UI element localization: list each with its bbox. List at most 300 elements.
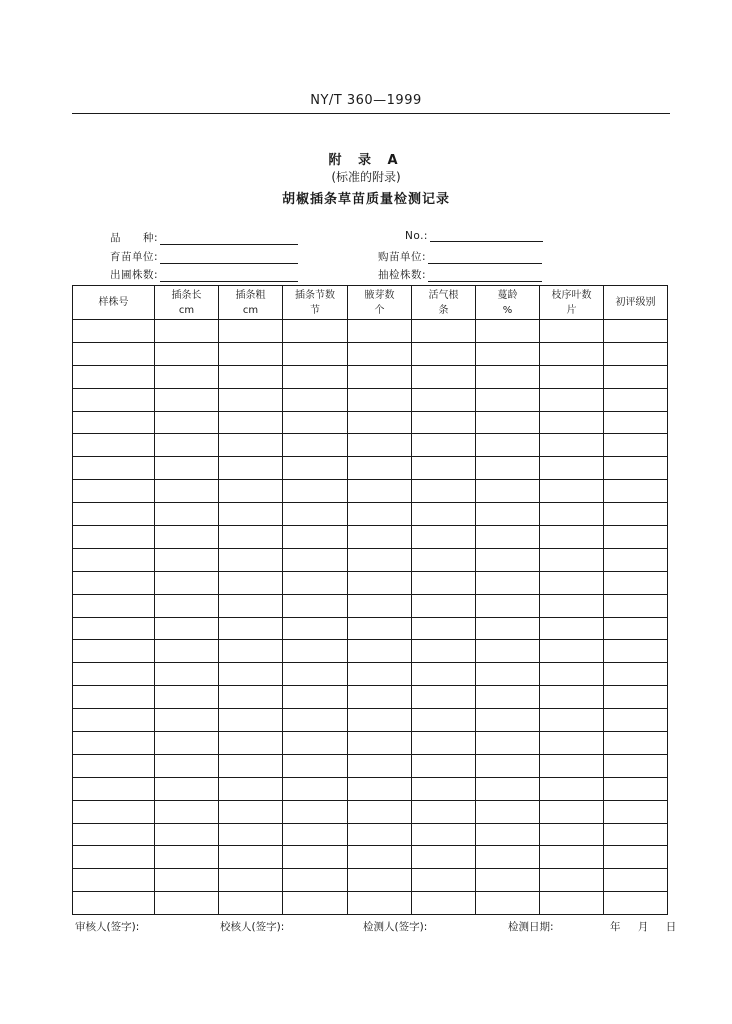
table-cell[interactable] [283,709,348,732]
appendix-label: 附 录 A [328,153,404,168]
table-cell[interactable] [604,846,668,869]
table-row [73,754,668,777]
table-cell[interactable] [348,480,412,503]
table-row [73,869,668,892]
table-cell[interactable] [604,571,668,594]
table-row [73,388,668,411]
table-cell[interactable] [73,663,155,686]
table-cell[interactable] [155,365,219,388]
variety-label: 品 种: [110,232,159,244]
table-cell[interactable] [155,617,219,640]
table-cell[interactable] [412,754,476,777]
table-cell[interactable] [476,800,540,823]
table-cell[interactable] [219,800,283,823]
table-row [73,503,668,526]
table-row [73,548,668,571]
table-cell[interactable] [219,732,283,755]
table-cell[interactable] [540,526,604,549]
table-cell[interactable] [155,434,219,457]
table-cell[interactable] [283,869,348,892]
table-cell[interactable] [283,365,348,388]
table-cell[interactable] [540,846,604,869]
table-cell[interactable] [604,320,668,343]
table-cell[interactable] [219,754,283,777]
table-cell[interactable] [73,709,155,732]
column-header: 插条节数 节 [283,286,348,320]
table-cell[interactable] [540,823,604,846]
number-field[interactable] [405,230,543,242]
nursery-field[interactable] [110,249,298,264]
table-cell[interactable] [219,571,283,594]
table-cell[interactable] [476,823,540,846]
table-cell[interactable] [604,457,668,480]
table-cell[interactable] [155,709,219,732]
table-cell[interactable] [540,365,604,388]
table-cell[interactable] [476,457,540,480]
table-cell[interactable] [155,800,219,823]
table-cell[interactable] [540,709,604,732]
table-cell[interactable] [73,411,155,434]
table-row [73,686,668,709]
table-cell[interactable] [476,754,540,777]
table-cell[interactable] [219,434,283,457]
table-cell[interactable] [283,640,348,663]
table-cell[interactable] [348,640,412,663]
table-row [73,732,668,755]
table-row [73,709,668,732]
table-cell[interactable] [540,663,604,686]
table-cell[interactable] [412,640,476,663]
table-row [73,342,668,365]
table-cell[interactable] [219,869,283,892]
table-cell[interactable] [283,686,348,709]
table-cell[interactable] [476,594,540,617]
table-row [73,640,668,663]
table-cell[interactable] [73,503,155,526]
nursery-input[interactable] [160,253,298,264]
table-row [73,617,668,640]
table-cell[interactable] [155,526,219,549]
table-cell[interactable] [540,777,604,800]
table-cell[interactable] [540,503,604,526]
table-cell[interactable] [476,640,540,663]
table-cell[interactable] [348,503,412,526]
table-cell[interactable] [155,411,219,434]
table-cell[interactable] [476,503,540,526]
table-cell[interactable] [348,457,412,480]
number-input[interactable] [430,231,543,242]
table-cell[interactable] [155,686,219,709]
table-cell[interactable] [348,617,412,640]
table-cell[interactable] [73,571,155,594]
table-cell[interactable] [412,823,476,846]
table-cell[interactable] [604,869,668,892]
table-cell[interactable] [348,548,412,571]
table-cell[interactable] [283,800,348,823]
table-cell[interactable] [219,480,283,503]
table-cell[interactable] [476,732,540,755]
table-cell[interactable] [73,869,155,892]
table-cell[interactable] [73,777,155,800]
table-cell[interactable] [155,892,219,915]
table-cell[interactable] [412,571,476,594]
table-cell[interactable] [283,663,348,686]
table-cell[interactable] [283,846,348,869]
table-cell[interactable] [219,892,283,915]
table-cell[interactable] [412,869,476,892]
table-cell[interactable] [283,754,348,777]
table-row [73,663,668,686]
table-cell[interactable] [73,800,155,823]
table-cell[interactable] [348,869,412,892]
table-cell[interactable] [412,320,476,343]
table-cell[interactable] [283,434,348,457]
table-row [73,571,668,594]
sample-field[interactable] [378,267,542,282]
table-body [73,320,668,915]
table-cell[interactable] [348,320,412,343]
table-cell[interactable] [283,526,348,549]
table-cell[interactable] [73,846,155,869]
table-row [73,457,668,480]
table-cell[interactable] [219,709,283,732]
table-cell[interactable] [476,342,540,365]
table-cell[interactable] [155,388,219,411]
table-cell[interactable] [283,388,348,411]
table-cell[interactable] [155,548,219,571]
table-cell[interactable] [73,388,155,411]
table-cell[interactable] [73,754,155,777]
table-cell[interactable] [604,823,668,846]
table-cell[interactable] [540,640,604,663]
table-row [73,823,668,846]
inspection-table [72,285,668,915]
table-cell[interactable] [412,342,476,365]
table-cell[interactable] [476,434,540,457]
table-cell[interactable] [412,732,476,755]
table-cell[interactable] [283,457,348,480]
table-cell[interactable] [604,732,668,755]
table-cell[interactable] [540,594,604,617]
table-cell[interactable] [283,571,348,594]
table-cell[interactable] [155,823,219,846]
table-cell[interactable] [348,754,412,777]
table-cell[interactable] [476,892,540,915]
table-cell[interactable] [412,709,476,732]
month-label: 月 [637,921,649,933]
column-header: 插条粗 cm [219,286,283,320]
table-row [73,320,668,343]
table-row [73,411,668,434]
table-cell[interactable] [155,503,219,526]
table-cell[interactable] [73,342,155,365]
table-cell[interactable] [412,457,476,480]
table-cell[interactable] [73,892,155,915]
table-row [73,800,668,823]
table-cell[interactable] [540,754,604,777]
table-cell[interactable] [476,663,540,686]
table-cell[interactable] [73,480,155,503]
table-cell[interactable] [540,457,604,480]
table-cell[interactable] [476,320,540,343]
inspector-signature: 检测人(签字): [363,921,428,933]
table-cell[interactable] [540,800,604,823]
day-label: 日 [665,921,677,933]
table-cell[interactable] [73,365,155,388]
column-header: 腋芽数 个 [348,286,412,320]
table-cell[interactable] [348,388,412,411]
header-row [73,286,668,320]
table-cell[interactable] [604,388,668,411]
table-cell[interactable] [412,548,476,571]
table-cell[interactable] [155,457,219,480]
column-header: 初评级别 [604,286,668,320]
table-cell[interactable] [155,640,219,663]
table-cell[interactable] [412,388,476,411]
table-cell[interactable] [219,411,283,434]
table-cell[interactable] [348,526,412,549]
table-cell[interactable] [540,411,604,434]
table-cell[interactable] [476,388,540,411]
table-cell[interactable] [219,526,283,549]
column-header: 蔓龄 % [476,286,540,320]
table-cell[interactable] [219,663,283,686]
table-cell[interactable] [412,800,476,823]
reviewer-signature: 审核人(签字): [75,921,140,933]
table-cell[interactable] [348,892,412,915]
table-cell[interactable] [73,434,155,457]
table-cell[interactable] [348,594,412,617]
table-cell[interactable] [283,594,348,617]
table-cell[interactable] [540,320,604,343]
standard-code: NY/T 360—1999 [310,93,422,108]
table-cell[interactable] [476,709,540,732]
table-row [73,777,668,800]
table-cell[interactable] [73,617,155,640]
table-cell[interactable] [73,823,155,846]
table-row [73,365,668,388]
table-cell[interactable] [604,594,668,617]
table-cell[interactable] [348,411,412,434]
table-cell[interactable] [540,617,604,640]
table-cell[interactable] [540,548,604,571]
table-cell[interactable] [219,846,283,869]
table-cell[interactable] [155,732,219,755]
table-cell[interactable] [73,457,155,480]
table-cell[interactable] [219,457,283,480]
buyer-label: 购苗单位: [378,251,427,263]
sample-label: 抽检株数: [378,269,427,281]
number-label: No.: [405,230,428,242]
table-cell[interactable] [348,777,412,800]
table-cell[interactable] [219,777,283,800]
table-cell[interactable] [155,480,219,503]
column-header: 活气根 条 [412,286,476,320]
table-row [73,892,668,915]
buyer-input[interactable] [428,253,542,264]
table-cell[interactable] [348,732,412,755]
table-row [73,526,668,549]
table-cell[interactable] [412,777,476,800]
table-cell[interactable] [219,640,283,663]
total-field[interactable] [110,267,298,282]
table-cell[interactable] [540,571,604,594]
table-cell[interactable] [73,320,155,343]
table-cell[interactable] [412,526,476,549]
table-cell[interactable] [219,503,283,526]
table-row [73,846,668,869]
table-cell[interactable] [219,365,283,388]
table-row [73,480,668,503]
table-cell[interactable] [412,892,476,915]
table-cell[interactable] [604,526,668,549]
table-cell[interactable] [540,434,604,457]
table-cell[interactable] [604,503,668,526]
table-cell[interactable] [540,869,604,892]
table-cell[interactable] [283,320,348,343]
year-label: 年 [610,921,621,933]
table-cell[interactable] [348,709,412,732]
table-cell[interactable] [348,846,412,869]
table-cell[interactable] [155,342,219,365]
table-cell[interactable] [604,640,668,663]
table-cell[interactable] [283,777,348,800]
table-cell[interactable] [412,411,476,434]
table-cell[interactable] [604,754,668,777]
table-cell[interactable] [540,732,604,755]
table-cell[interactable] [604,342,668,365]
table-cell[interactable] [155,320,219,343]
date-parts [596,919,676,934]
table-cell[interactable] [155,663,219,686]
table-cell[interactable] [219,548,283,571]
table-cell[interactable] [283,342,348,365]
table-cell[interactable] [219,594,283,617]
table-cell[interactable] [540,686,604,709]
table-cell[interactable] [348,800,412,823]
table-cell[interactable] [476,846,540,869]
table-row [73,594,668,617]
table-row [73,434,668,457]
table-cell[interactable] [155,571,219,594]
table-cell[interactable] [476,365,540,388]
table-cell[interactable] [155,594,219,617]
table-cell[interactable] [604,686,668,709]
table-cell[interactable] [412,663,476,686]
table-cell[interactable] [540,892,604,915]
column-header: 枝序叶数 片 [540,286,604,320]
table-cell[interactable] [604,365,668,388]
table-cell[interactable] [73,640,155,663]
table-cell[interactable] [604,480,668,503]
table-cell[interactable] [73,526,155,549]
total-input[interactable] [160,271,298,282]
table-cell[interactable] [348,342,412,365]
table-cell[interactable] [283,892,348,915]
column-header: 插条长 cm [155,286,219,320]
table-cell[interactable] [604,777,668,800]
table-cell[interactable] [219,320,283,343]
table-cell[interactable] [476,411,540,434]
table-cell[interactable] [604,411,668,434]
table-cell[interactable] [604,709,668,732]
table-cell[interactable] [155,846,219,869]
table-cell[interactable] [604,434,668,457]
table-cell[interactable] [283,732,348,755]
table-cell[interactable] [412,617,476,640]
table-cell[interactable] [540,388,604,411]
inspection-date-label: 检测日期: [508,921,554,933]
table-cell[interactable] [155,777,219,800]
table-cell[interactable] [348,434,412,457]
table-cell[interactable] [476,548,540,571]
table-cell[interactable] [73,732,155,755]
table-cell[interactable] [283,823,348,846]
table-cell[interactable] [540,480,604,503]
table-cell[interactable] [155,754,219,777]
table-cell[interactable] [348,365,412,388]
table-cell[interactable] [540,342,604,365]
table-cell[interactable] [73,594,155,617]
table-cell[interactable] [412,503,476,526]
table-cell[interactable] [476,526,540,549]
form-title: 胡椒插条草苗质量检测记录 [281,192,450,207]
table-cell[interactable] [604,548,668,571]
table-cell[interactable] [476,777,540,800]
table-cell[interactable] [348,663,412,686]
header-rule [72,113,670,114]
table-cell[interactable] [155,869,219,892]
table-cell[interactable] [348,823,412,846]
variety-input[interactable] [160,234,298,245]
table-cell[interactable] [604,892,668,915]
appendix-type: (标准的附录) [331,170,401,184]
table-cell[interactable] [219,617,283,640]
table-cell[interactable] [348,686,412,709]
table-cell[interactable] [283,503,348,526]
table-cell[interactable] [348,571,412,594]
table-cell[interactable] [476,480,540,503]
table-cell[interactable] [283,411,348,434]
table-cell[interactable] [476,617,540,640]
variety-field[interactable] [110,230,298,245]
table-cell[interactable] [476,686,540,709]
table-cell[interactable] [219,823,283,846]
table-cell[interactable] [412,594,476,617]
table-cell[interactable] [476,571,540,594]
table-cell[interactable] [412,686,476,709]
table-cell[interactable] [412,365,476,388]
table-cell[interactable] [219,342,283,365]
table-cell[interactable] [219,686,283,709]
sample-input[interactable] [428,271,542,282]
table-cell[interactable] [412,434,476,457]
table-cell[interactable] [604,617,668,640]
table-cell[interactable] [73,548,155,571]
table-cell[interactable] [283,617,348,640]
table-cell[interactable] [412,480,476,503]
column-header: 样株号 [73,286,155,320]
table-cell[interactable] [604,663,668,686]
table-cell[interactable] [604,800,668,823]
table-cell[interactable] [219,388,283,411]
buyer-field[interactable] [378,249,542,264]
table-cell[interactable] [476,869,540,892]
table-cell[interactable] [412,846,476,869]
table-cell[interactable] [283,480,348,503]
table-cell[interactable] [283,548,348,571]
table-cell[interactable] [73,686,155,709]
